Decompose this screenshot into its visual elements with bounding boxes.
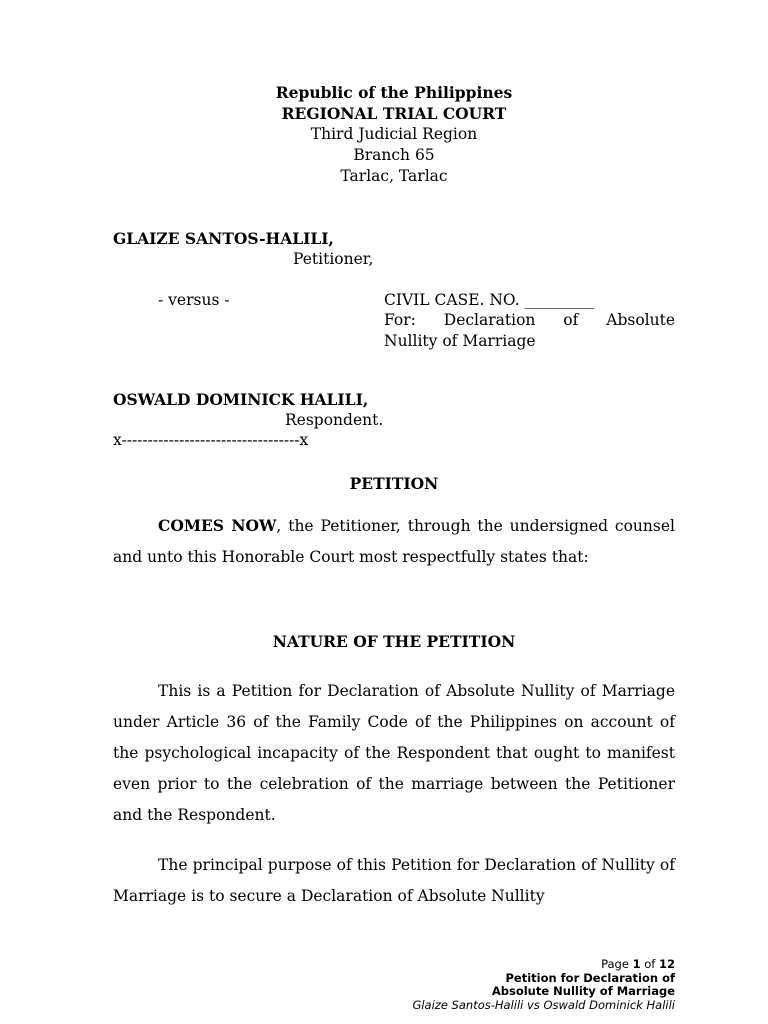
petitioner-role: Petitioner, bbox=[293, 250, 374, 268]
header-court: REGIONAL TRIAL COURT bbox=[281, 104, 507, 123]
respondent-name: OSWALD DOMINICK HALILI, bbox=[113, 390, 369, 409]
case-for-line1: For: Declaration of Absolute bbox=[384, 311, 675, 329]
footer-title-line1: Petition for Declaration of bbox=[505, 970, 675, 985]
page-footer bbox=[412, 958, 675, 1012]
header-republic: Republic of the Philippines bbox=[275, 83, 513, 102]
petitioner-name: GLAIZE SANTOS-HALILI, bbox=[113, 229, 334, 248]
case-for-line2: Nullity of Marriage bbox=[384, 332, 536, 350]
page-current: 1 bbox=[632, 957, 641, 971]
footer-parties: Glaize Santos-Halili vs Oswald Dominick Halili bbox=[412, 997, 675, 1012]
intro-lead: COMES NOW bbox=[158, 516, 277, 535]
caption-separator: x----------------------------------x bbox=[113, 431, 309, 449]
header-branch: Branch 65 bbox=[353, 146, 435, 164]
section-heading: NATURE OF THE PETITION bbox=[272, 632, 516, 651]
page-total: 12 bbox=[658, 957, 675, 971]
versus-label: - versus - bbox=[158, 291, 230, 309]
respondent-role: Respondent. bbox=[285, 411, 384, 429]
paragraph-nature: This is a Petition for Declaration of Absolute Nullity of Marriage under Article 36 of the Family Code of the Philippines on account of the psychological incapacity of the Respondent that ought to manifest even prior to the celebration of the marriage between the Petitioner and the Respondent. bbox=[113, 682, 675, 824]
intro-paragraph bbox=[113, 510, 675, 573]
paragraph-purpose: The principal purpose of this Petition for Declaration of Nullity of Marriage is to secure a Declaration of Absolute Nullity bbox=[113, 856, 675, 905]
intro-text: , the Petitioner, through the undersigned counsel and unto this Honorable Court most respectfully states that: bbox=[113, 517, 675, 566]
footer-title-line2: Absolute Nullity of Marriage bbox=[491, 984, 675, 998]
header-region: Third Judicial Region bbox=[310, 125, 478, 143]
case-number: CIVIL CASE. NO. _________ bbox=[384, 291, 595, 309]
header-location: Tarlac, Tarlac bbox=[340, 167, 448, 185]
document-title: PETITION bbox=[349, 474, 439, 493]
page-indicator: Page 1 of 12 bbox=[601, 957, 675, 971]
